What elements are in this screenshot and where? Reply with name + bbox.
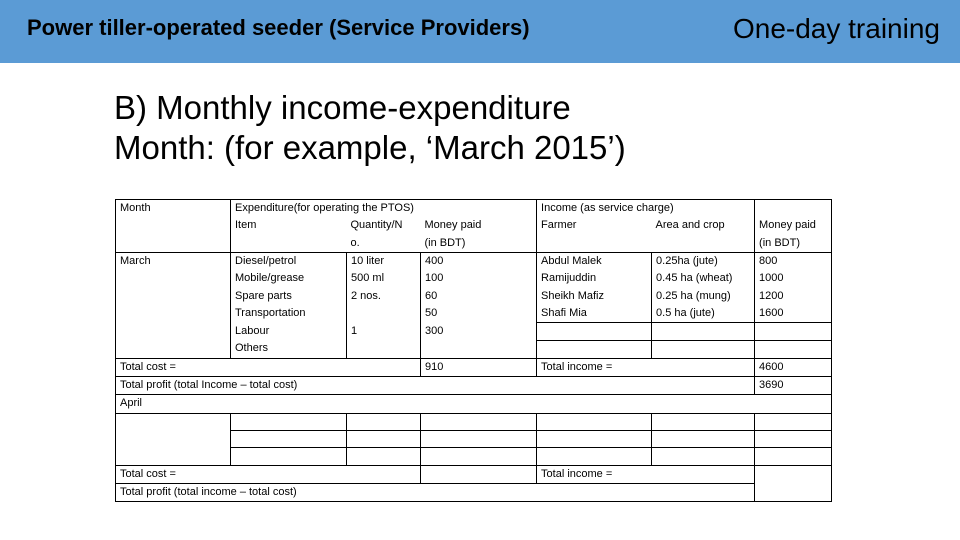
income-money-header-1: Money paid: [755, 217, 832, 234]
expense-quantity: 500 ml: [347, 270, 421, 287]
expense-item: Spare parts: [231, 288, 347, 305]
total-cost-label: Total cost =: [116, 358, 421, 376]
income-money: 1600: [755, 305, 832, 323]
expense-money: 300: [421, 323, 537, 340]
income-area-crop: 0.25 ha (mung): [652, 288, 755, 305]
item-header: Item: [231, 217, 347, 234]
header-bar: [0, 0, 960, 63]
farmer-header: Farmer: [537, 217, 652, 234]
heading-line-1: B) Monthly income-expenditure: [114, 89, 571, 126]
income-farmer: Abdul Malek: [537, 253, 652, 271]
table-row: [116, 323, 832, 340]
month-march: March: [116, 253, 231, 271]
income-money: 1000: [755, 270, 832, 287]
income-money-header-2: (in BDT): [755, 235, 832, 253]
month-april: April: [116, 395, 832, 413]
income-money: 1200: [755, 288, 832, 305]
total-income-label-2: Total income =: [537, 465, 755, 483]
table-row: [116, 484, 832, 502]
expense-item: Diesel/petrol: [231, 253, 347, 271]
expense-item: Labour: [231, 323, 347, 340]
expense-money: 100: [421, 270, 537, 287]
income-area-crop: 0.5 ha (jute): [652, 305, 755, 323]
table-row: [116, 253, 832, 271]
expense-money: 60: [421, 288, 537, 305]
table-row: [116, 465, 832, 483]
quantity-header-2: o.: [347, 235, 421, 253]
total-income-value: 4600: [755, 358, 832, 376]
expense-quantity: 1: [347, 323, 421, 340]
total-profit-label-2: Total profit (total income – total cost): [116, 484, 755, 502]
table-row: [116, 235, 832, 253]
section-heading: [114, 88, 626, 168]
expense-quantity: 10 liter: [347, 253, 421, 271]
table-row: [116, 358, 832, 376]
money-paid-header-2: (in BDT): [421, 235, 537, 253]
income-area-crop: 0.25ha (jute): [652, 253, 755, 271]
income-expenditure-table: [115, 199, 832, 502]
table-row: [116, 340, 832, 358]
expense-quantity: [347, 340, 421, 358]
table-row: [116, 270, 832, 287]
training-label: One-day training: [732, 13, 940, 44]
expense-money: 50: [421, 305, 537, 323]
income-farmer: Sheikh Mafiz: [537, 288, 652, 305]
table-row: [116, 395, 832, 413]
expense-quantity: 2 nos.: [347, 288, 421, 305]
expense-money: 400: [421, 253, 537, 271]
quantity-header-1: Quantity/N: [350, 219, 403, 232]
income-area-crop: 0.45 ha (wheat): [652, 270, 755, 287]
total-income-label: Total income =: [537, 358, 755, 376]
slide-title: Power tiller-operated seeder (Service Providers): [27, 15, 530, 40]
table-row: [116, 376, 832, 394]
table-row: [116, 305, 832, 323]
expense-item: Transportation: [231, 305, 347, 323]
total-profit-label: Total profit (total Income – total cost): [116, 376, 755, 394]
table-row: [116, 448, 832, 465]
expense-item: Mobile/grease: [231, 270, 347, 287]
expense-item: Others: [231, 340, 347, 358]
table-row: [116, 430, 832, 447]
expense-money: [421, 340, 537, 358]
table-row: [116, 413, 832, 430]
area-crop-header: Area and crop: [652, 217, 755, 234]
money-paid-header-1: Money paid: [421, 217, 537, 234]
table-row: [116, 200, 832, 218]
total-profit-value: 3690: [755, 376, 832, 394]
income-farmer: Ramijuddin: [537, 270, 652, 287]
total-cost-label-2: Total cost =: [116, 465, 421, 483]
income-group-header: Income (as service charge): [537, 200, 755, 218]
table-row: [116, 288, 832, 305]
income-farmer: Shafi Mia: [537, 305, 652, 323]
total-cost-value: 910: [421, 358, 537, 376]
heading-line-2: Month: (for example, ‘March 2015’): [114, 129, 626, 166]
income-money: 800: [755, 253, 832, 271]
table-row: [116, 217, 832, 234]
expense-quantity: [347, 305, 421, 323]
expenditure-group-header: Expenditure(for operating the PTOS): [231, 200, 537, 218]
month-header: Month: [116, 200, 231, 218]
